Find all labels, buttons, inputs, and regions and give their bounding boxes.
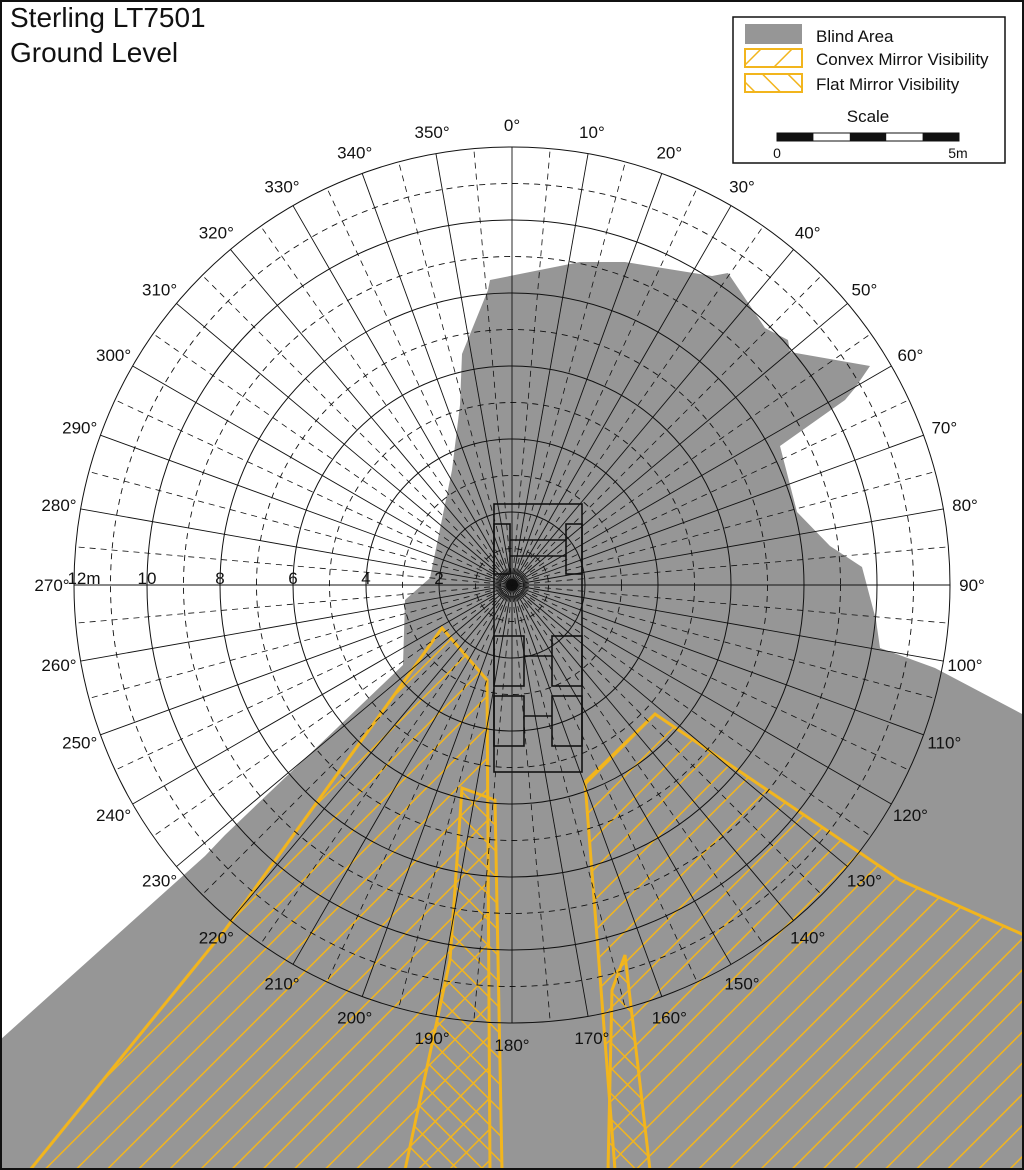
radius-label: 10 xyxy=(137,569,157,588)
legend-flat-label: Flat Mirror Visibility xyxy=(816,75,960,94)
angle-label: 310° xyxy=(142,280,178,300)
legend-flat-swatch xyxy=(745,74,802,92)
angle-label: 230° xyxy=(142,871,178,891)
angle-label: 190° xyxy=(414,1029,450,1048)
polar-grid xyxy=(74,147,950,1023)
angle-label: 270° xyxy=(34,576,70,595)
angle-label: 260° xyxy=(41,655,77,675)
legend-scale-title: Scale xyxy=(846,107,890,126)
angle-label: 120° xyxy=(892,806,928,825)
angle-label: 20° xyxy=(656,143,683,163)
angle-label: 320° xyxy=(198,223,234,243)
angle-label: 220° xyxy=(198,928,234,948)
radius-label: 12m xyxy=(67,569,101,588)
angle-label: 330° xyxy=(264,177,300,197)
angle-label: 130° xyxy=(846,871,882,891)
legend-scale-min: 0 xyxy=(773,145,781,161)
radius-label: 6 xyxy=(288,569,298,588)
angle-label: 280° xyxy=(41,496,77,516)
title-line-1: Sterling LT7501 xyxy=(10,2,206,33)
angle-label: 300° xyxy=(96,346,132,365)
angle-label: 150° xyxy=(724,974,760,994)
legend xyxy=(733,17,1005,163)
angle-label: 80° xyxy=(952,496,978,516)
legend-scale-bar xyxy=(777,133,959,141)
radius-label: 2 xyxy=(434,569,444,588)
legend-convex-label: Convex Mirror Visibility xyxy=(816,50,989,69)
angle-label: 10° xyxy=(579,123,605,142)
angle-label: 40° xyxy=(794,223,821,243)
angle-label: 100° xyxy=(947,655,983,675)
angle-label: 350° xyxy=(414,123,450,142)
angle-label: 180° xyxy=(494,1036,530,1055)
angle-label: 70° xyxy=(931,418,958,438)
angle-label: 110° xyxy=(927,733,962,753)
angle-label: 30° xyxy=(729,177,755,197)
radius-label: 4 xyxy=(361,569,371,588)
angle-label: 90° xyxy=(959,576,985,595)
angle-label: 290° xyxy=(62,418,98,438)
angle-label: 0° xyxy=(503,116,521,135)
angle-label: 160° xyxy=(651,1008,687,1028)
angle-label: 200° xyxy=(337,1008,373,1028)
angle-label: 170° xyxy=(574,1029,610,1048)
legend-blind-swatch xyxy=(745,24,802,44)
legend-convex-swatch xyxy=(745,49,802,67)
angle-label: 340° xyxy=(337,143,373,163)
title-line-2: Ground Level xyxy=(10,37,179,68)
angle-label: 140° xyxy=(790,928,826,948)
angle-label: 250° xyxy=(62,733,98,753)
angle-label: 210° xyxy=(264,974,300,994)
radius-label: 8 xyxy=(215,569,225,588)
legend-scale-max: 5m xyxy=(948,145,968,161)
angle-label: 240° xyxy=(96,806,132,825)
angle-label: 50° xyxy=(851,280,878,300)
legend-blind-label: Blind Area xyxy=(816,27,894,46)
angle-label: 60° xyxy=(897,346,924,365)
